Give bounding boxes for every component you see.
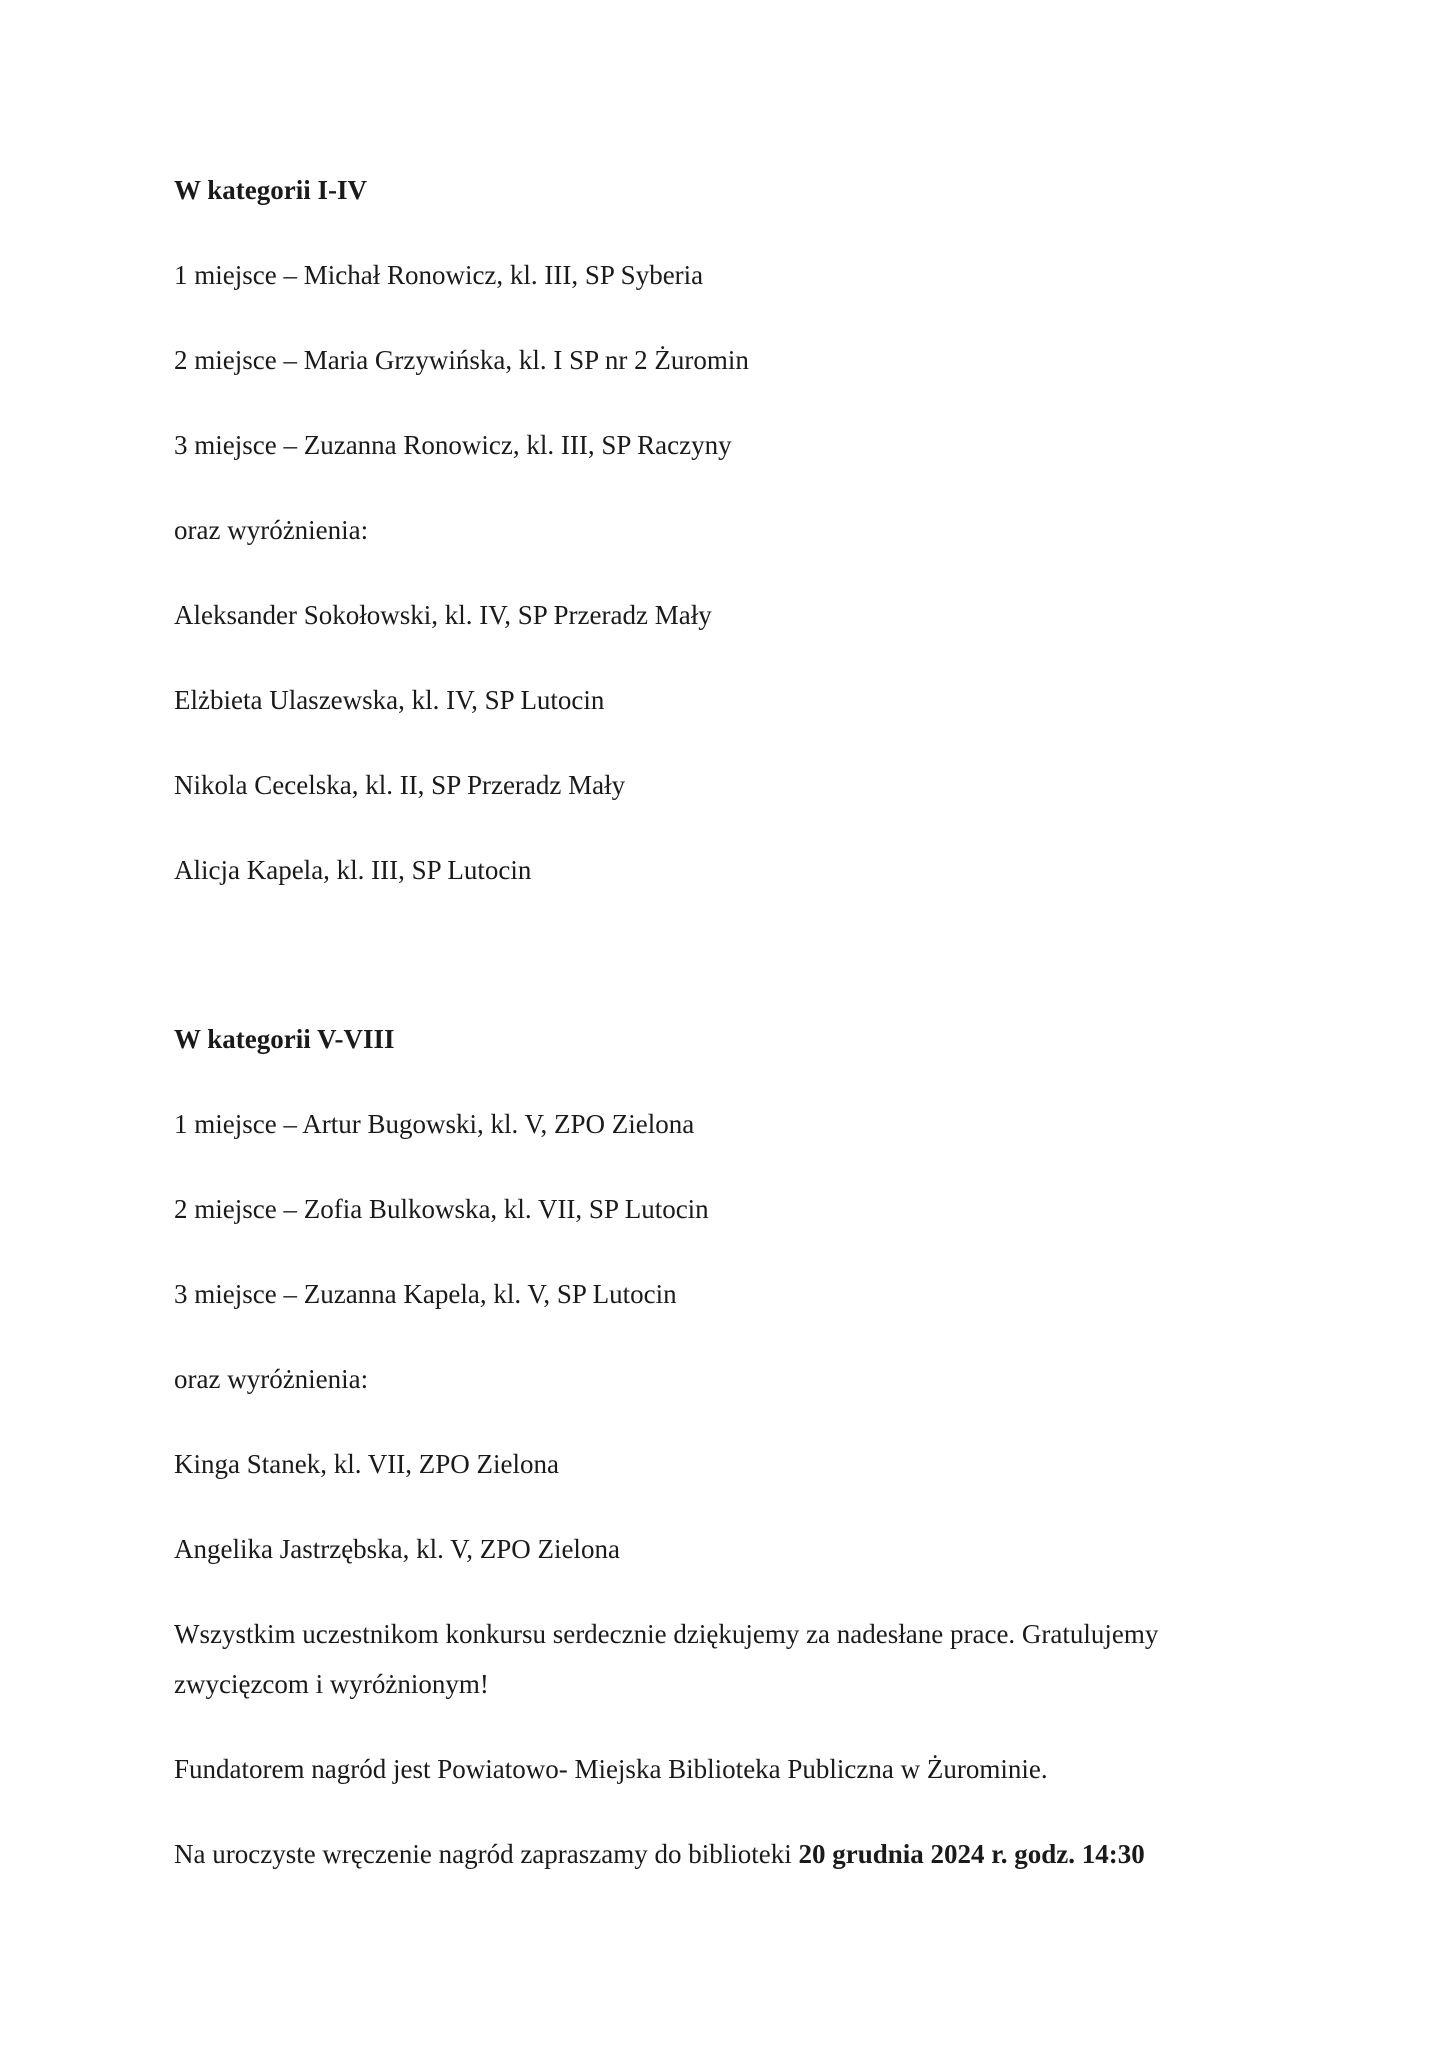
section2-distinction-2: Angelika Jastrzębska, kl. V, ZPO Zielona <box>174 1534 620 1564</box>
invitation-paragraph <box>174 1837 1145 1871</box>
sponsor-paragraph: Fundatorem nagród jest Powiatowo- Miejska Biblioteka Publiczna w Żurominie. <box>174 1754 1048 1784</box>
section2-distinction-1: Kinga Stanek, kl. VII, ZPO Zielona <box>174 1449 559 1479</box>
section1-place-3: 3 miejsce – Zuzanna Ronowicz, kl. III, SP Raczyny <box>174 430 732 460</box>
section2-distinctions-label: oraz wyróżnienia: <box>174 1364 369 1394</box>
section1-heading: W kategorii I-IV <box>174 175 367 205</box>
section2-place-3: 3 miejsce – Zuzanna Kapela, kl. V, SP Lutocin <box>174 1279 677 1309</box>
thanks-paragraph: Wszystkim uczestnikom konkursu serdecznie dziękujemy za nadesłane prace. Gratulujemy zwycięzcom i wyróżnionym! <box>174 1619 1159 1699</box>
section1-distinction-3: Nikola Cecelska, kl. II, SP Przeradz Mały <box>174 770 626 800</box>
section2-place-2: 2 miejsce – Zofia Bulkowska, kl. VII, SP Lutocin <box>174 1194 709 1224</box>
section1-distinction-4: Alicja Kapela, kl. III, SP Lutocin <box>174 855 532 885</box>
invitation-text: Na uroczyste wręczenie nagród zapraszamy do biblioteki <box>174 1839 799 1869</box>
section1-distinction-2: Elżbieta Ulaszewska, kl. IV, SP Lutocin <box>174 685 605 715</box>
section2-heading: W kategorii V-VIII <box>174 1024 395 1054</box>
section1-place-1: 1 miejsce – Michał Ronowicz, kl. III, SP Syberia <box>174 260 704 290</box>
section2-place-1: 1 miejsce – Artur Bugowski, kl. V, ZPO Zielona <box>174 1109 695 1139</box>
invitation-date: 20 grudnia 2024 r. godz. 14:30 <box>798 1839 1145 1869</box>
section1-place-2: 2 miejsce – Maria Grzywińska, kl. I SP nr 2 Żuromin <box>174 345 749 375</box>
section1-distinctions-label: oraz wyróżnienia: <box>174 515 369 545</box>
section1-distinction-1: Aleksander Sokołowski, kl. IV, SP Przeradz Mały <box>174 600 712 630</box>
